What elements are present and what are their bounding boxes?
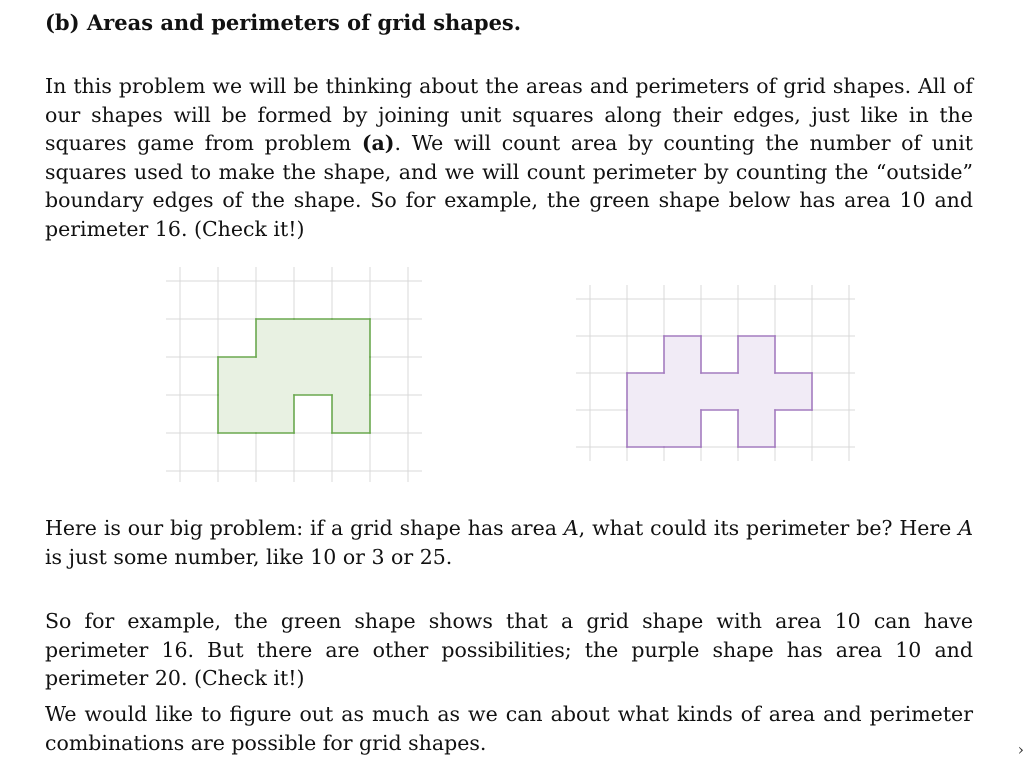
unit-square	[664, 410, 701, 447]
problem-a-reference: (a)	[361, 131, 395, 156]
area-variable: A	[563, 516, 579, 540]
unit-square	[775, 373, 812, 410]
unit-square	[332, 357, 370, 395]
question-text-start: Here is our big problem: if a grid shape has area	[45, 516, 564, 540]
question-paragraph	[45, 514, 973, 571]
goal-paragraph: We would like to figure out as much as we can about what kinds of area and perimeter combinations are possible for grid shapes.	[45, 702, 973, 755]
example-paragraph: So for example, the green shape shows that a grid shape with area 10 can have perimeter 16. But there are other possibilities; the purple shape has area 10 and perimeter 20. (Check it!)	[45, 609, 973, 691]
unit-square	[218, 395, 256, 433]
unit-square	[256, 357, 294, 395]
unit-square	[738, 336, 775, 373]
purple-grid-shape-figure	[575, 284, 855, 480]
unit-square	[256, 395, 294, 433]
purple-shape-cells	[627, 336, 812, 447]
unit-square	[332, 395, 370, 433]
green-grid-shape-figure	[165, 266, 425, 482]
unit-square	[664, 336, 701, 373]
intro-text-end: . We will count area by counting the number of unit squares used to make the shape, and we will count perimeter by counting the “outside” boundary edges of the shape. So for example, the green shape below has area 10 and perimeter 16. (Check it!)	[45, 131, 973, 241]
unit-square	[256, 319, 294, 357]
area-variable: A	[958, 516, 973, 540]
intro-paragraph	[45, 72, 973, 244]
unit-square	[627, 410, 664, 447]
unit-square	[738, 410, 775, 447]
unit-square	[738, 373, 775, 410]
unit-square	[701, 373, 738, 410]
unit-square	[218, 357, 256, 395]
page-edge-mark: ›	[1017, 740, 1024, 759]
unit-square	[664, 373, 701, 410]
intro-text-start: In this problem we will be thinking about the areas and perimeters of grid shapes. All of our shapes will be formed by joining unit squares along their edges, just like in the squares game from problem	[45, 74, 973, 156]
question-text-middle: , what could its perimeter be? Here	[578, 516, 959, 540]
unit-square	[294, 357, 332, 395]
question-text-end: is just some number, like 10 or 3 or 25.	[45, 544, 453, 569]
section-heading: (b) Areas and perimeters of grid shapes.	[45, 10, 522, 35]
unit-square	[332, 319, 370, 357]
unit-square	[294, 319, 332, 357]
unit-square	[627, 373, 664, 410]
